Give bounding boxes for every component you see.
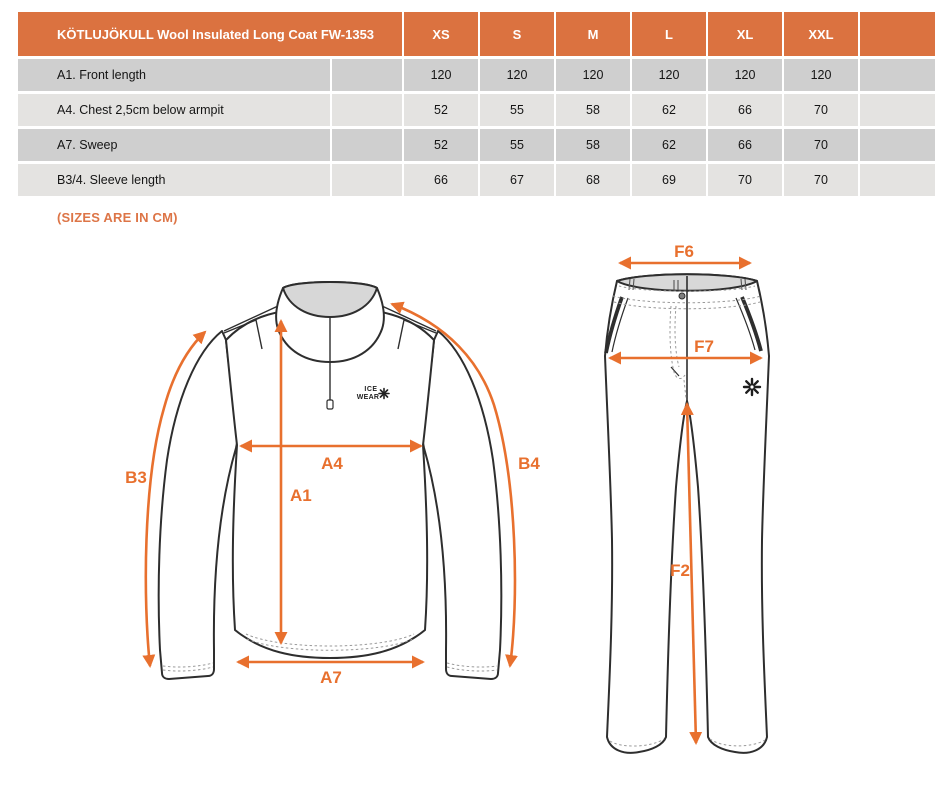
value-cell: 55 [480,129,554,161]
measure-label-b3: B3 [125,468,147,487]
value-cell: 58 [556,129,630,161]
measure-label-a1: A1 [290,486,312,505]
pants-button [679,293,685,299]
row-spacer-cell [332,59,402,91]
value-cell: 62 [632,94,706,126]
column-header-xxl: XXL [784,12,858,56]
value-cell: 70 [708,164,782,196]
sweater-left-sleeve [159,331,237,679]
icewear-gear-icon [379,389,389,399]
measure-label-f7: F7 [694,337,714,356]
row-spacer-cell [332,129,402,161]
row-label: A4. Chest 2,5cm below armpit [18,94,330,126]
value-cell: 69 [632,164,706,196]
row-spacer-cell [332,164,402,196]
sweater-right-sleeve [423,331,501,679]
row-trailing-cell [860,164,935,196]
column-header-xl: XL [708,12,782,56]
sweater-drawing [159,282,502,679]
measure-label-b4: B4 [518,454,540,473]
value-cell: 120 [404,59,478,91]
value-cell: 120 [632,59,706,91]
sweater-zipper-pull [327,400,333,409]
value-cell: 52 [404,94,478,126]
size-table [18,12,935,196]
column-header-l: L [632,12,706,56]
value-cell: 55 [480,94,554,126]
value-cell: 52 [404,129,478,161]
row-trailing-cell [860,129,935,161]
row-label: A1. Front length [18,59,330,91]
value-cell: 120 [556,59,630,91]
snowflake-icon [744,379,760,395]
measure-label-f6: F6 [674,242,694,261]
icewear-logo-line2: WEAR [356,394,380,401]
row-trailing-cell [860,59,935,91]
measurement-diagram [0,228,952,785]
column-header-m: M [556,12,630,56]
value-cell: 70 [784,94,858,126]
value-cell: 120 [784,59,858,91]
value-cell: 66 [708,94,782,126]
value-cell: 70 [784,129,858,161]
value-cell: 58 [556,94,630,126]
value-cell: 62 [632,129,706,161]
measure-label-a4: A4 [321,454,343,473]
row-trailing-cell [860,94,935,126]
icewear-logo-line1: ICE [364,386,378,393]
measure-label-f2: F2 [670,561,690,580]
value-cell: 120 [708,59,782,91]
value-cell: 66 [404,164,478,196]
column-header-s: S [480,12,554,56]
column-header-empty [860,12,935,56]
column-header-xs: XS [404,12,478,56]
pants-drawing [605,274,769,753]
row-label: A7. Sweep [18,129,330,161]
row-label: B3/4. Sleeve length [18,164,330,196]
value-cell: 67 [480,164,554,196]
value-cell: 68 [556,164,630,196]
row-spacer-cell [332,94,402,126]
measure-label-a7: A7 [320,668,342,687]
value-cell: 66 [708,129,782,161]
table-title: KÖTLUJÖKULL Wool Insulated Long Coat FW-1353 [18,12,402,56]
sizes-unit-note: (SIZES ARE IN CM) [57,210,178,225]
value-cell: 70 [784,164,858,196]
value-cell: 120 [480,59,554,91]
